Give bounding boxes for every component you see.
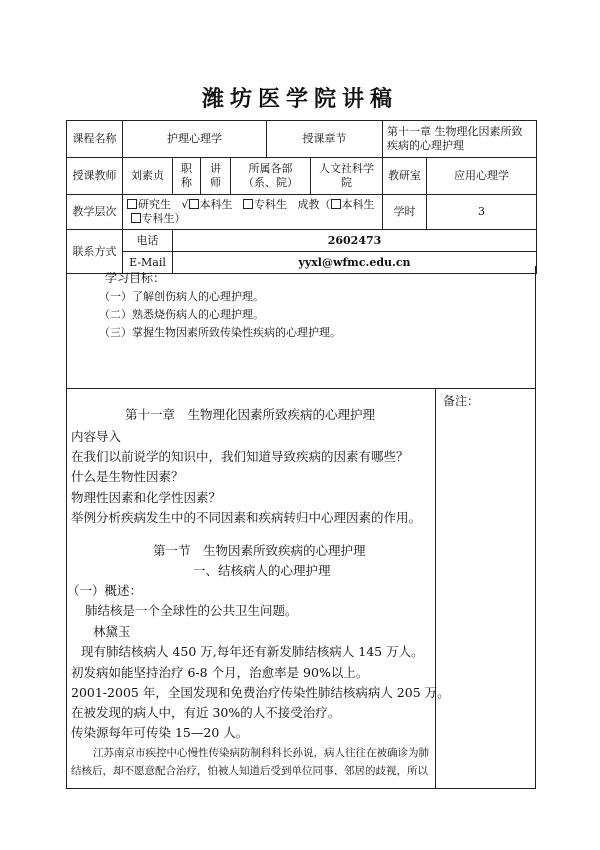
- dept-label: 所属各部（系、院）: [231, 158, 311, 195]
- sub-heading: 一、结核病人的心理护理: [193, 563, 331, 578]
- checkbox-adult-junior: [131, 213, 141, 223]
- lecture-body: [66, 389, 536, 789]
- body-line: 现有肺结核病人 450 万,每年还有新发肺结核病人 145 万人。: [81, 644, 424, 659]
- phone-value: 2602473: [173, 230, 537, 252]
- learning-goals: [66, 266, 536, 389]
- goal-item: （三）掌握生物因素所致传染性疾病的心理护理。: [99, 326, 341, 339]
- page-title: 潍坊医学院讲稿: [201, 87, 398, 112]
- email-label: E-Mail: [123, 252, 173, 274]
- course-name-label: 课程名称: [67, 121, 123, 158]
- checkbox-adult-undergrad: [331, 199, 341, 209]
- teacher-value: 刘素贞: [123, 158, 173, 195]
- rank-value: 讲师: [201, 158, 231, 195]
- hours-value: 3: [427, 195, 537, 230]
- paragraph-line: 江苏南京市疾控中心慢性传染病防制科科长孙说，病人往往在被确诊为肺: [93, 747, 429, 759]
- check-mark-icon: √: [181, 198, 189, 211]
- contact-label: 联系方式: [67, 230, 123, 274]
- chapter-label: 授课章节: [267, 121, 383, 158]
- body-line: 在被发现的病人中，有近 30%的人不接受治疗。: [71, 705, 341, 720]
- level-label: 教学层次: [67, 195, 123, 230]
- checkbox-graduate: [127, 199, 137, 209]
- hours-label: 学时: [383, 195, 427, 230]
- goal-item: （一）了解创伤病人的心理护理。: [99, 290, 264, 303]
- email-value: yyxl@wfmc.edu.cn: [173, 252, 537, 274]
- intro-line: 举例分析疾病发生中的不同因素和疾病转归中心理因素的作用。: [71, 510, 422, 525]
- remark-label: 备注：: [443, 394, 480, 408]
- body-line: 林黛玉: [93, 624, 131, 639]
- checkbox-junior-college: [243, 199, 253, 209]
- checkbox-undergraduate: [189, 199, 199, 209]
- intro-line: 什么是生物性因素？: [71, 469, 184, 484]
- chapter-value: 第十一章 生物理化因素所致疾病的心理护理: [383, 121, 537, 158]
- office-value: 应用心理学: [427, 158, 537, 195]
- paragraph-line: 结核后，却不愿意配合治疗，怕被人知道后受到单位同事、邻居的歧视，所以: [71, 765, 428, 777]
- level-options: 研究生 √ 本科生 专科生 成教（ 本科生 专科生）: [123, 195, 383, 230]
- chapter-heading: 第十一章 生物理化因素所致疾病的心理护理: [125, 407, 376, 422]
- phone-label: 电话: [123, 230, 173, 252]
- intro-line: 物理性因素和化学性因素？: [71, 490, 222, 505]
- body-line: 肺结核是一个全球性的公共卫生问题。: [85, 603, 298, 618]
- goals-heading: 学习目标：: [105, 271, 166, 285]
- dept-value: 人文社科学院: [311, 158, 383, 195]
- body-line: 2001-2005 年，全国发现和免费治疗传染性肺结核病病人 205 万。: [71, 685, 450, 700]
- intro-line: 在我们以前说学的知识中，我们知道导致疾病的因素有哪些？: [71, 449, 409, 464]
- body-line: 传染源每年可传染 15—20 人。: [71, 725, 249, 740]
- rank-label: 职称: [173, 158, 201, 195]
- overview-heading: （一）概述：: [67, 583, 143, 598]
- section-heading: 第一节 生物因素所致疾病的心理护理: [153, 543, 366, 558]
- teacher-label: 授课教师: [67, 158, 123, 195]
- goal-item: （二）熟悉烧伤病人的心理护理。: [99, 308, 264, 321]
- course-info-table: [66, 120, 537, 274]
- office-label: 教研室: [383, 158, 427, 195]
- course-name-value: 护理心理学: [123, 121, 267, 158]
- intro-title: 内容导入: [71, 429, 122, 444]
- body-line: 初发病如能坚持治疗 6-8 个月，治愈率是 90%以上。: [71, 665, 369, 680]
- column-divider: [435, 389, 436, 788]
